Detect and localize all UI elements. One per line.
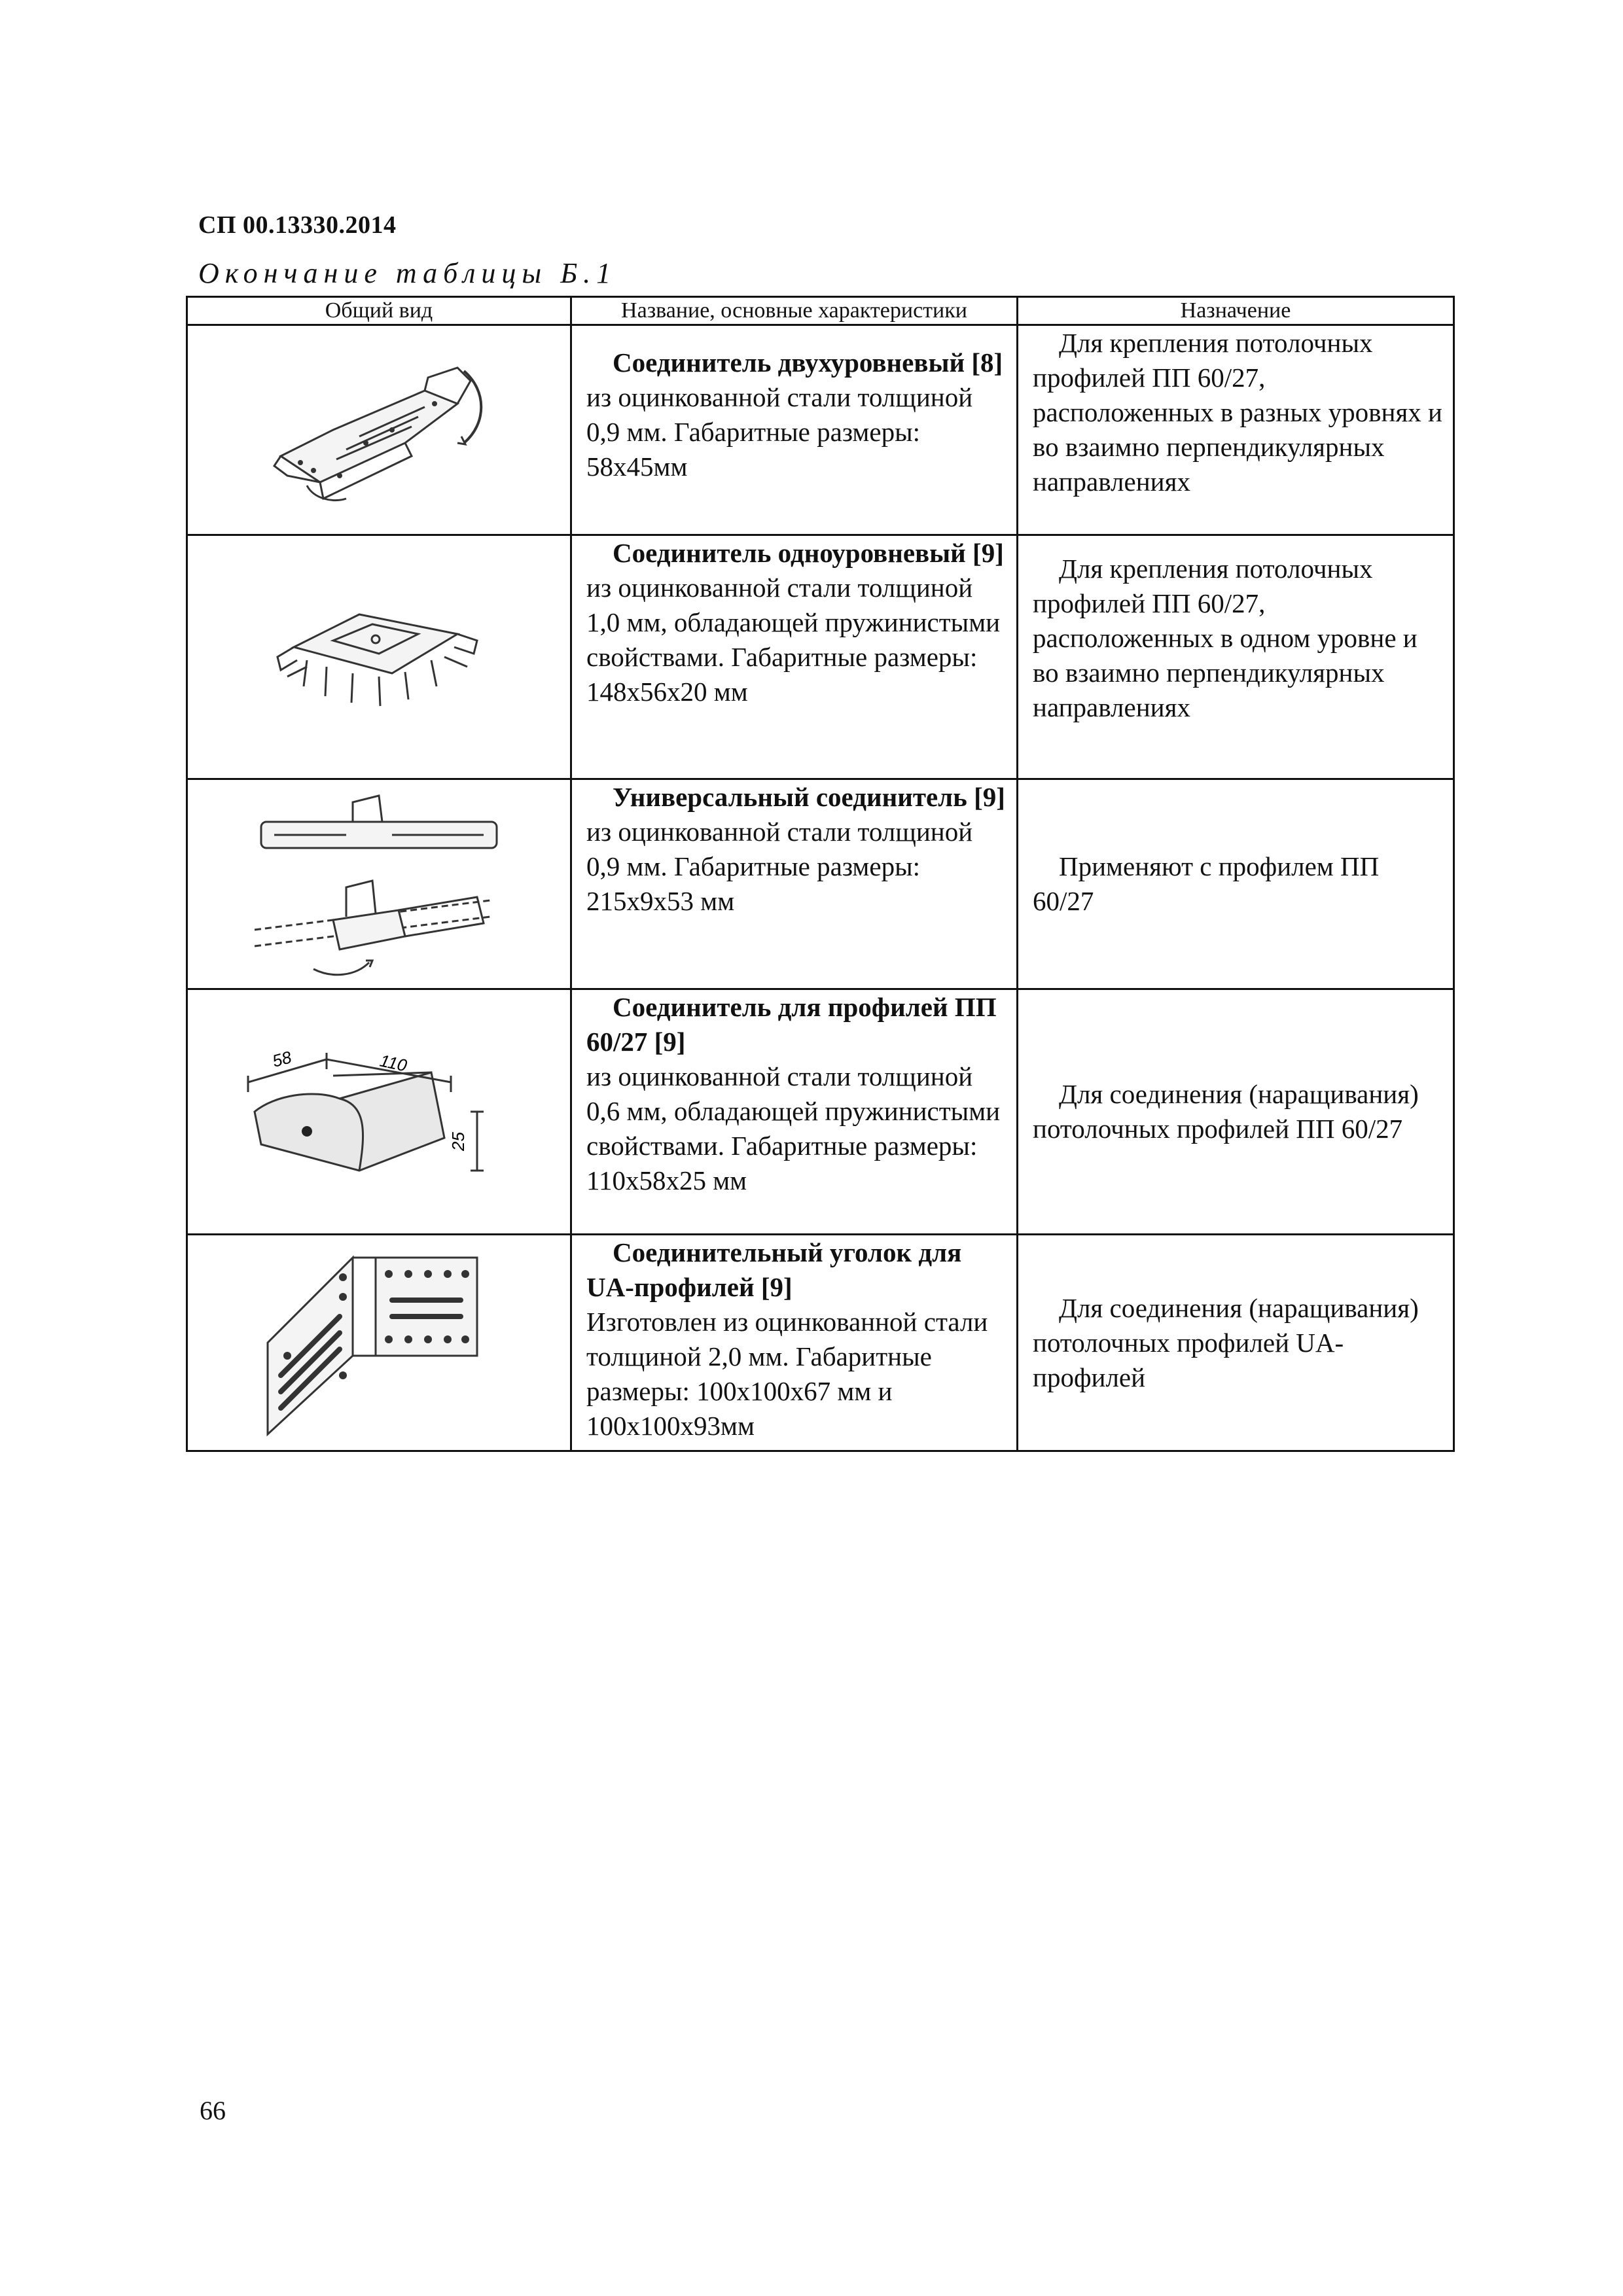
table-row xyxy=(187,535,1454,779)
name-cell xyxy=(571,535,1018,779)
name-cell xyxy=(571,779,1018,989)
product-description: из оцинкованной стали толщиной 0,6 мм, обладающей пружинистыми свойствами. Габаритные размеры: 110х58х25 мм xyxy=(586,1061,1001,1195)
dimension-label-a: 58 xyxy=(270,1047,294,1071)
name-cell xyxy=(571,1235,1018,1451)
image-cell xyxy=(187,325,571,535)
purpose-cell xyxy=(1018,535,1454,779)
product-title: Соединитель двухуровневый [8] xyxy=(613,347,1003,378)
purpose-cell xyxy=(1018,779,1454,989)
table-row xyxy=(187,1235,1454,1451)
name-cell xyxy=(571,325,1018,535)
product-title: Соединитель для профилей ПП 60/27 [9] xyxy=(586,992,997,1057)
dimension-label-c: 25 xyxy=(448,1132,468,1151)
product-description: из оцинкованной стали толщиной 1,0 мм, обладающей пружинистыми свойствами. Габаритные размеры: 148х56х20 мм xyxy=(586,573,1001,707)
product-description: из оцинкованной стали толщиной 0,9 мм. Габаритные размеры: 215х9х53 мм xyxy=(586,817,973,916)
product-title: Соединитель одноуровневый [9] xyxy=(613,538,1004,568)
product-description: Изготовлен из оцинкованной стали толщиной 2,0 мм. Габаритные размеры: 100х100х67 мм и 100х100х93мм xyxy=(586,1307,988,1441)
product-title: Соединительный уголок для UA-профилей [9] xyxy=(586,1237,962,1302)
table-row xyxy=(187,779,1454,989)
table-header-row xyxy=(187,297,1454,325)
name-cell xyxy=(571,989,1018,1235)
purpose-cell xyxy=(1018,989,1454,1235)
image-cell xyxy=(187,779,571,989)
single-level-connector-image xyxy=(268,588,490,726)
column-header-name: Название, основные характеристики xyxy=(571,297,1018,325)
purpose-text: Для соединения (наращивания) потолочных профилей UA-профилей xyxy=(1033,1292,1419,1392)
purpose-text: Для крепления потолочных профилей ПП 60/27, расположенных в одном уровне и во взаимно перпендикулярных направлениях xyxy=(1033,554,1418,722)
profile-connector-image xyxy=(235,1033,523,1190)
purpose-cell xyxy=(1018,1235,1454,1451)
purpose-text: Применяют с профилем ПП 60/27 xyxy=(1033,851,1380,916)
purpose-cell xyxy=(1018,325,1454,535)
column-header-view: Общий вид xyxy=(187,297,571,325)
table-row xyxy=(187,989,1454,1235)
spec-table xyxy=(186,296,1455,1452)
table-row xyxy=(187,325,1454,535)
product-title: Универсальный соединитель [9] xyxy=(613,782,1005,812)
hole-icon xyxy=(302,1126,312,1137)
purpose-text: Для соединения (наращивания) потолочных профилей ПП 60/27 xyxy=(1033,1079,1419,1144)
image-cell xyxy=(187,535,571,779)
product-description: из оцинкованной стали толщиной 0,9 мм. Габаритные размеры: 58х45мм xyxy=(586,382,973,482)
image-cell xyxy=(187,989,571,1235)
ua-corner-connector-image xyxy=(261,1245,497,1441)
purpose-text: Для крепления потолочных профилей ПП 60/27, расположенных в разных уровнях и во взаимно перпендикулярных направлениях xyxy=(1033,328,1442,497)
two-level-connector-image xyxy=(261,351,497,508)
dimension-label-b: 110 xyxy=(378,1050,409,1076)
universal-connector-image xyxy=(248,789,510,979)
table-caption: Окончание таблицы Б.1 xyxy=(198,257,617,289)
column-header-purpose: Назначение xyxy=(1018,297,1454,325)
image-cell xyxy=(187,1235,571,1451)
page-number: 66 xyxy=(200,2096,226,2125)
document-code: СП 00.13330.2014 xyxy=(198,211,397,239)
